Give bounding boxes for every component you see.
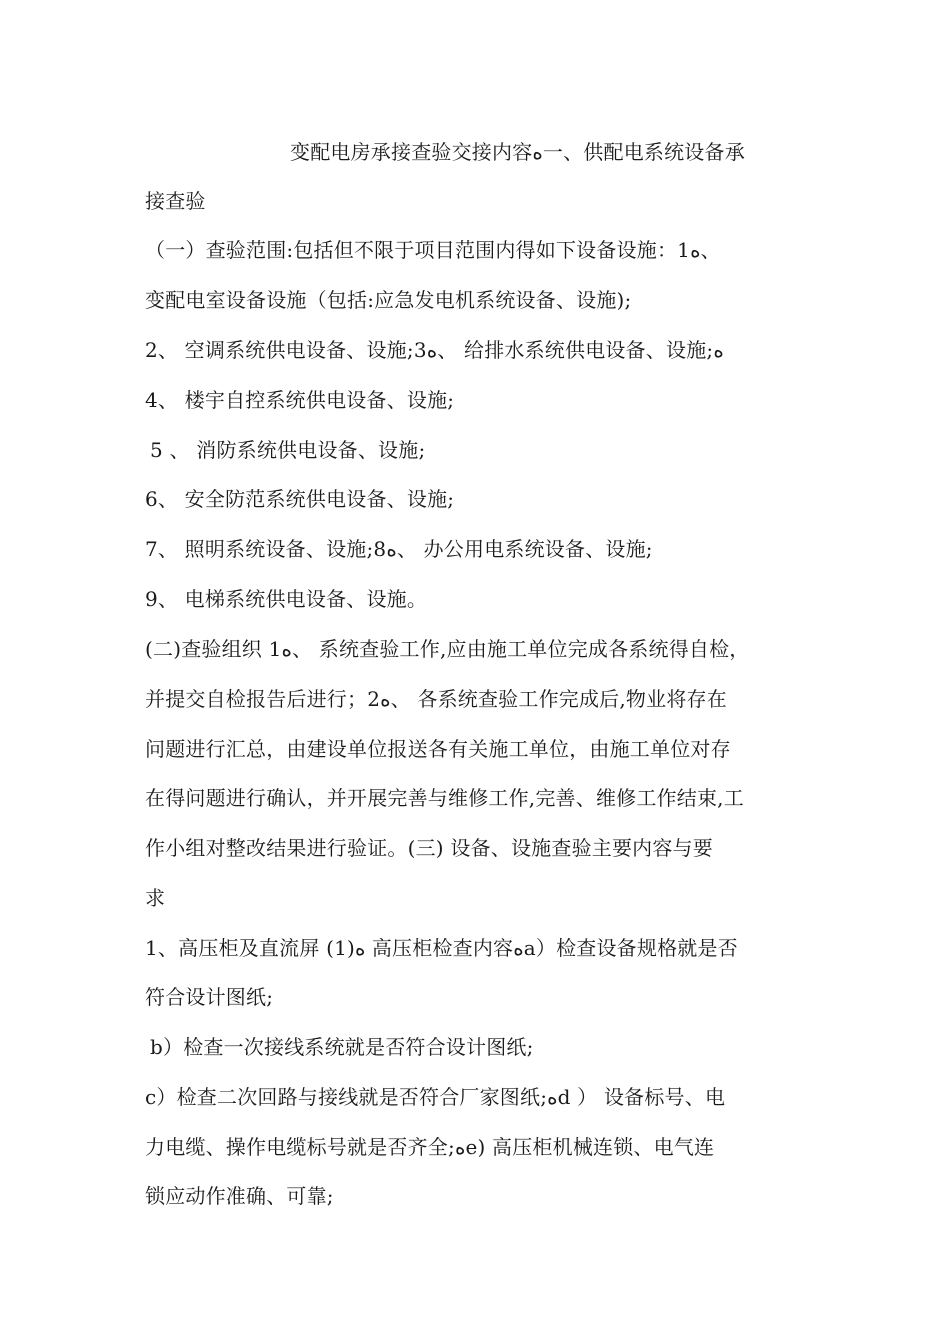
paragraph-line: 锁应动作准确、可靠; (145, 1184, 334, 1208)
paragraph-line: （一）查验范围:包括但不限于项目范围内得如下设备设施：1ﻩ、 (145, 238, 721, 262)
paragraph-line: 问题进行汇总，由建设单位报送各有关施工单位，由施工单位对存 (145, 737, 731, 761)
paragraph-line: 6、 安全防范系统供电设备、设施; (145, 487, 455, 511)
paragraph-line: 并提交自检报告后进行；2ﻩ、 各系统查验工作完成后,物业将存在 (145, 687, 727, 711)
paragraph-line: 1、高压柜及直流屏 (1)ﻩ 高压柜检查内容ﻩa）检查设备规格就是否 (145, 936, 738, 960)
paragraph-line: 9、 电梯系统供电设备、设施。 (145, 587, 428, 611)
paragraph-line: 在得问题进行确认，并开展完善与维修工作,完善、维修工作结束,工 (145, 786, 744, 810)
paragraph-line: c）检查二次回路与接线就是否符合厂家图纸;ﻩd ） 设备标号、电 (145, 1085, 726, 1109)
paragraph-line: 作小组对整改结果进行验证。(三) 设备、设施查验主要内容与要 (145, 836, 713, 860)
paragraph-line: 7、 照明系统设备、设施;8ﻩ、 办公用电系统设备、设施; (145, 537, 653, 561)
paragraph-line: 力电缆、操作电缆标号就是否齐全;ﻩe) 高压柜机械连锁、电气连 (145, 1135, 715, 1159)
paragraph-line: 符合设计图纸; (145, 985, 274, 1009)
document-title-line: 变配电房承接查验交接内容ﻩ一、供配电系统设备承 (290, 140, 745, 164)
paragraph-line: (二)查验组织 1ﻩ、 系统查验工作,应由施工单位完成各系统得自检， (145, 637, 750, 661)
paragraph-line: 求 (145, 886, 166, 910)
paragraph-line: 5 、 消防系统供电设备、设施; (150, 438, 426, 462)
paragraph-line: 接查验 (145, 189, 206, 213)
paragraph-line: b）检查一次接线系统就是否符合设计图纸; (150, 1035, 534, 1059)
paragraph-line: 变配电室设备设施（包括:应急发电机系统设备、设施); (145, 288, 632, 312)
paragraph-line: 4、 楼宇自控系统供电设备、设施; (145, 388, 455, 412)
paragraph-line: 2、 空调系统供电设备、设施;3ﻩ、 给排水系统供电设备、设施;ﻩ (145, 338, 724, 362)
